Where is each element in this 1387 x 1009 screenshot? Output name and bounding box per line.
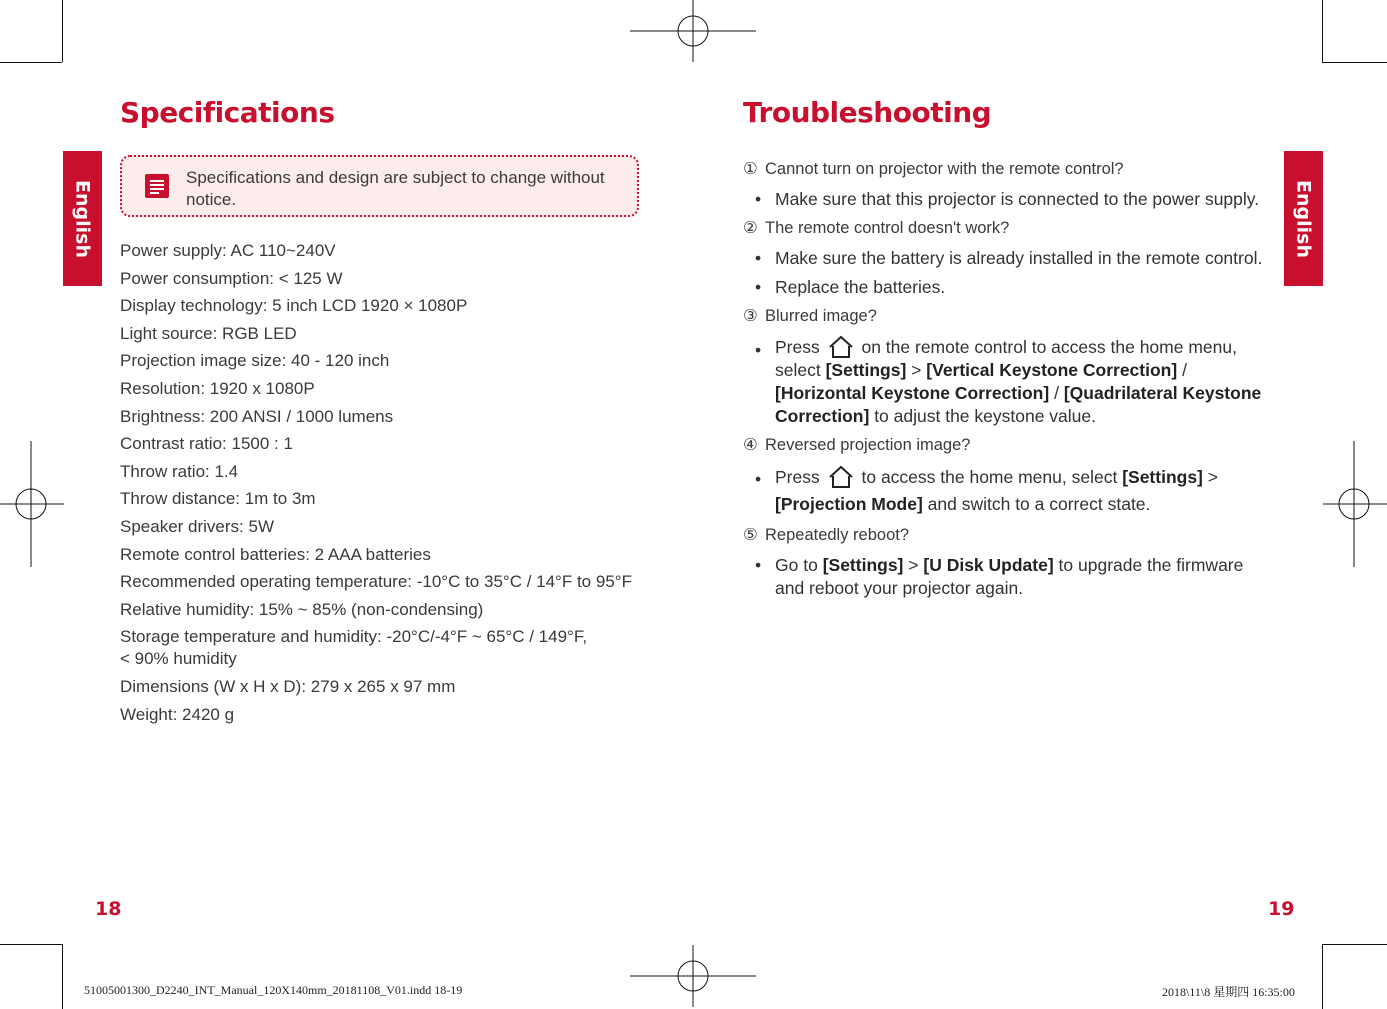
spec-item: Speaker drivers: 5W <box>120 516 274 536</box>
language-tab-left <box>63 151 102 286</box>
specifications-list <box>120 240 660 731</box>
spec-item-line: < 90% humidity <box>120 649 237 669</box>
home-icon <box>828 465 854 489</box>
answer-text-part: Go to <box>775 555 818 575</box>
notice-box <box>120 155 639 217</box>
answer-text-part: on the remote control to access the home menu, select <box>775 337 1237 380</box>
answer-text: Replace the batteries. <box>775 277 946 297</box>
question-text: Reversed projection image? <box>765 436 971 454</box>
spec-item: Throw distance: 1m to 3m <box>120 489 316 509</box>
language-tab-label: English <box>1292 179 1315 258</box>
spec-item: Remote control batteries: 2 AAA batteries <box>120 544 431 564</box>
bullet-dot: • <box>755 277 762 297</box>
bullet-dot: • <box>755 340 762 360</box>
u-disk-update-ref: [U Disk Update] <box>923 555 1054 575</box>
quadrilateral-keystone-ref: [Quadrilateral Keystone Correction] <box>775 383 1262 426</box>
registration-mark-left <box>0 441 64 567</box>
press-text: Press <box>775 467 820 487</box>
spec-item: Relative humidity: 15% ~ 85% (non-condensing) <box>120 599 484 619</box>
question-number: ⑤ <box>743 526 758 544</box>
question-text: Repeatedly reboot? <box>765 526 910 544</box>
separator: / <box>1182 360 1187 380</box>
crop-mark <box>62 0 63 62</box>
answer-bullet <box>743 247 1273 270</box>
answer-text <box>775 337 1261 426</box>
spec-item: Light source: RGB LED <box>120 323 297 343</box>
settings-menu-ref: [Settings] <box>1122 467 1203 487</box>
bullet-dot: • <box>755 248 762 268</box>
spec-item: Brightness: 200 ANSI / 1000 lumens <box>120 406 394 426</box>
settings-menu-ref: [Settings] <box>825 360 907 380</box>
crop-mark <box>1322 944 1387 945</box>
document-lines-icon <box>145 174 169 198</box>
spec-item: Throw ratio: 1.4 <box>120 461 239 481</box>
file-slug: 51005001300_D2240_INT_Manual_120X140mm_20181108_V01.indd 18-19 <box>84 983 463 997</box>
answer-text-part: to adjust the keystone value. <box>874 406 1096 426</box>
specifications-heading: Specifications <box>120 96 335 129</box>
language-tab-right <box>1284 151 1323 286</box>
separator: > <box>908 555 919 575</box>
crop-mark <box>1322 944 1323 1009</box>
answer-bullet <box>743 554 1273 600</box>
answer-text: Make sure the battery is already installed in the remote control. <box>775 248 1263 268</box>
question-4 <box>743 434 1273 456</box>
question-1 <box>743 158 1273 180</box>
question-number: ① <box>743 160 758 178</box>
projection-mode-ref: [Projection Mode] <box>775 494 923 514</box>
notice-text: Specifications and design are subject to change without notice. <box>186 168 605 209</box>
question-3 <box>743 305 1273 327</box>
separator: > <box>1207 467 1218 487</box>
question-number: ④ <box>743 436 758 454</box>
crop-mark <box>0 944 62 945</box>
spec-item: Dimensions (W x H x D): 279 x 265 x 97 mm <box>120 676 456 696</box>
press-text: Press <box>775 337 820 357</box>
spec-item: Power consumption: < 125 W <box>120 268 343 288</box>
vertical-keystone-ref: [Vertical Keystone Correction] <box>926 360 1178 380</box>
registration-mark-bottom <box>630 945 756 1007</box>
answer-text-part: and switch to a correct state. <box>927 494 1151 514</box>
question-number: ② <box>743 219 758 237</box>
horizontal-keystone-ref: [Horizontal Keystone Correction] <box>775 383 1050 403</box>
troubleshooting-list <box>743 158 1273 606</box>
answer-bullet <box>743 276 1273 299</box>
question-number: ③ <box>743 307 758 325</box>
answer-bullet <box>743 464 1273 518</box>
spec-item: Display technology: 5 inch LCD 1920 × 1080P <box>120 296 468 316</box>
spec-item: Resolution: 1920 x 1080P <box>120 378 315 398</box>
bullet-dot: • <box>755 189 762 209</box>
crop-mark <box>1322 62 1387 63</box>
settings-menu-ref: [Settings] <box>822 555 904 575</box>
crop-mark <box>1322 0 1323 62</box>
question-5 <box>743 524 1273 546</box>
answer-bullet <box>743 335 1273 428</box>
question-text: The remote control doesn't work? <box>765 219 1010 237</box>
spec-item: Projection image size: 40 - 120 inch <box>120 351 390 371</box>
separator: > <box>911 360 922 380</box>
troubleshooting-heading: Troubleshooting <box>743 96 992 129</box>
registration-mark-right <box>1323 441 1387 567</box>
home-icon <box>828 335 854 359</box>
spec-item: Weight: 2420 g <box>120 704 235 724</box>
question-text: Blurred image? <box>765 307 877 325</box>
spec-item: Contrast ratio: 1500 : 1 <box>120 434 293 454</box>
answer-text <box>775 467 1218 514</box>
crop-mark <box>0 62 62 63</box>
question-text: Cannot turn on projector with the remote control? <box>765 160 1124 178</box>
registration-mark-top <box>630 0 756 62</box>
page-number-left: 18 <box>95 898 122 920</box>
page-number-right: 19 <box>1268 898 1295 920</box>
spec-item <box>120 626 660 670</box>
crop-mark <box>62 944 63 1009</box>
language-tab-label: English <box>71 179 94 258</box>
spec-item: Recommended operating temperature: -10°C to 35°C / 14°F to 95°F <box>120 572 632 592</box>
spec-item: Power supply: AC 110~240V <box>120 241 336 260</box>
answer-text: Make sure that this projector is connected to the power supply. <box>775 189 1260 209</box>
bullet-dot: • <box>755 555 762 575</box>
answer-bullet <box>743 188 1273 211</box>
answer-text-part: to access the home menu, select <box>861 467 1118 487</box>
question-2 <box>743 217 1273 239</box>
answer-text-part: to upgrade the firmware and reboot your projector again. <box>775 555 1244 598</box>
date-slug: 2018\11\8 星期四 16:35:00 <box>1162 985 1295 999</box>
answer-text <box>775 555 1243 598</box>
bullet-dot: • <box>755 469 762 489</box>
separator: / <box>1054 383 1059 403</box>
spec-item-line: Storage temperature and humidity: -20°C/-4°F ~ 65°C / 149°F, <box>120 627 588 647</box>
